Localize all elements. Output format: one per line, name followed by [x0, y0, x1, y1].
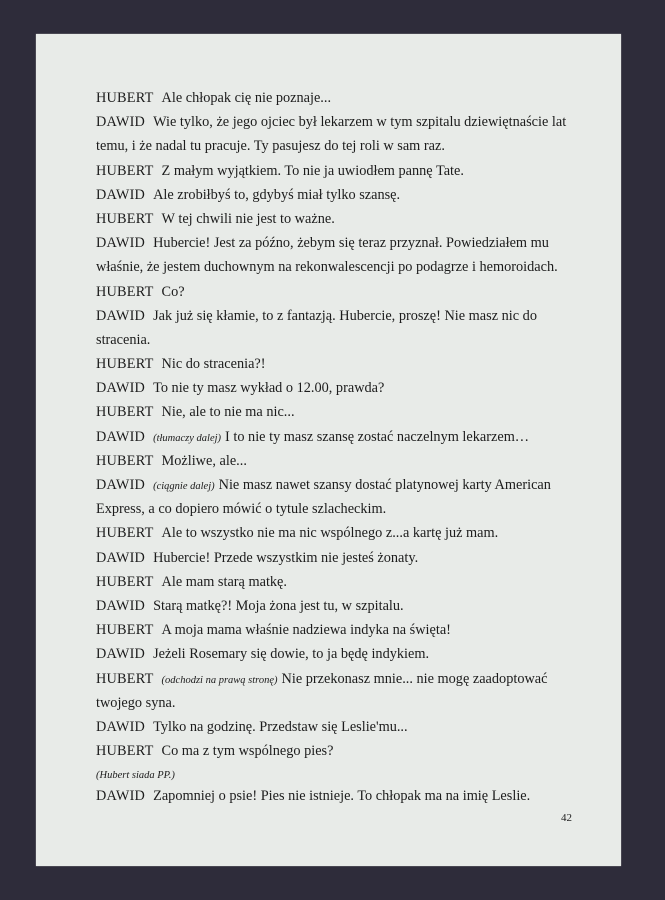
dialogue-line	[96, 618, 596, 642]
dialogue-text: Zapomniej o psie! Pies nie istnieje. To chłopak ma na imię Leslie.	[153, 788, 531, 805]
speaker-name: HUBERT	[96, 452, 154, 469]
dialogue-text: Jeżeli Rosemary się dowie, to ja będę indykiem.	[153, 646, 430, 663]
dialogue-text: Ale zrobiłbyś to, gdybyś miał tylko szansę.	[153, 186, 401, 203]
dialogue-text: Hubercie! Przede wszystkim nie jesteś żonaty.	[153, 549, 419, 566]
dialogue-text: I to nie ty masz szansę zostać naczelnym lekarzem…	[225, 428, 530, 445]
speaker-name: HUBERT	[96, 90, 154, 106]
dialogue-line	[96, 304, 596, 328]
speaker-name: DAWID	[96, 380, 146, 397]
speaker-name: HUBERT	[96, 210, 154, 227]
dialogue-line	[96, 400, 596, 424]
dialogue-line	[96, 763, 596, 784]
dialogue-line	[96, 425, 596, 449]
dialogue-line	[96, 376, 596, 400]
speaker-name: DAWID	[96, 549, 146, 566]
dialogue-text: Express, a co dopiero mówić o tytule szlacheckim.	[96, 501, 387, 518]
speaker-name: HUBERT	[96, 162, 154, 179]
dialogue-line	[96, 110, 596, 134]
dialogue-text: Nie przekonasz mnie... nie mogę zaadoptować	[281, 670, 548, 687]
dialogue-text: To nie ty masz wykład o 12.00, prawda?	[153, 380, 385, 397]
speaker-name: DAWID	[96, 428, 146, 445]
script-page	[36, 34, 621, 866]
dialogue-text: Tylko na godzinę. Przedstaw się Leslie'mu...	[153, 718, 408, 735]
dialogue-line	[96, 473, 596, 497]
dialogue-text: Hubercie! Jest za późno, żebym się teraz przyznał. Powiedziałem mu	[153, 235, 549, 252]
speaker-name: DAWID	[96, 307, 146, 324]
speaker-name: HUBERT	[96, 525, 154, 542]
speaker-name: HUBERT	[96, 670, 154, 687]
dialogue-line	[96, 642, 596, 666]
stage-direction: (Hubert siada PP.)	[96, 770, 175, 782]
dialogue-text: Ale mam starą matkę.	[161, 573, 287, 590]
speaker-name: DAWID	[96, 186, 146, 203]
page-number: 42	[561, 812, 572, 824]
stage-direction: (tłumaczy dalej)	[153, 432, 222, 444]
speaker-name: DAWID	[96, 718, 146, 735]
dialogue-line	[96, 546, 596, 570]
dialogue-line	[96, 352, 596, 376]
dialogue-line	[96, 691, 596, 715]
dialogue-text: stracenia.	[96, 331, 151, 348]
dialogue-line	[96, 134, 596, 158]
speaker-name: DAWID	[96, 235, 146, 252]
dialogue-text: Starą matkę?! Moja żona jest tu, w szpitalu.	[153, 597, 404, 614]
stage-direction: (odchodzi na prawą stronę)	[161, 674, 278, 686]
dialogue-lines	[96, 86, 596, 808]
dialogue-text: Nic do stracenia?!	[161, 356, 266, 373]
dialogue-text: właśnie, że jestem duchownym na rekonwalescencji po podagrze i hemoroidach.	[96, 259, 558, 276]
dialogue-line	[96, 231, 596, 255]
dialogue-line	[96, 86, 596, 110]
dialogue-text: A moja mama właśnie nadziewa indyka na święta!	[161, 622, 451, 639]
dialogue-line	[96, 570, 596, 594]
dialogue-line	[96, 715, 596, 739]
dialogue-text: Ale chłopak cię nie poznaje...	[161, 90, 332, 106]
speaker-name: HUBERT	[96, 283, 154, 300]
speaker-name: HUBERT	[96, 743, 154, 760]
dialogue-line	[96, 497, 596, 521]
speaker-name: DAWID	[96, 477, 146, 493]
dialogue-text: Jak już się kłamie, to z fantazją. Hubercie, proszę! Nie masz nic do	[153, 307, 537, 324]
dialogue-text: Nie, ale to nie ma nic...	[161, 404, 295, 421]
dialogue-text: Co ma z tym wspólnego pies?	[161, 743, 334, 760]
dialogue-line	[96, 667, 596, 691]
dialogue-text: Ale to wszystko nie ma nic wspólnego z...a kartę już mam.	[161, 525, 499, 542]
speaker-name: DAWID	[96, 788, 146, 805]
speaker-name: DAWID	[96, 646, 146, 663]
dialogue-text: Nie masz nawet szansy dostać platynowej karty American	[218, 477, 551, 493]
dialogue-line	[96, 280, 596, 304]
dialogue-line	[96, 521, 596, 545]
dialogue-line	[96, 784, 596, 808]
dialogue-line	[96, 255, 596, 279]
dialogue-line	[96, 159, 596, 183]
dialogue-text: temu, i że nadal tu pracuje. Ty pasujesz do tej roli w sam raz.	[96, 138, 445, 155]
speaker-name: HUBERT	[96, 573, 154, 590]
dialogue-text: Co?	[161, 283, 185, 300]
speaker-name: DAWID	[96, 597, 146, 614]
dialogue-text: Możliwe, ale...	[161, 452, 247, 469]
dialogue-line	[96, 328, 596, 352]
speaker-name: HUBERT	[96, 356, 154, 373]
dialogue-line	[96, 449, 596, 473]
dialogue-line	[96, 594, 596, 618]
dialogue-text: twojego syna.	[96, 694, 176, 711]
dialogue-line	[96, 183, 596, 207]
speaker-name: DAWID	[96, 114, 146, 131]
speaker-name: HUBERT	[96, 622, 154, 639]
dialogue-line	[96, 739, 596, 763]
speaker-name: HUBERT	[96, 404, 154, 421]
dialogue-text: W tej chwili nie jest to ważne.	[161, 210, 335, 227]
dialogue-line	[96, 207, 596, 231]
dialogue-text: Z małym wyjątkiem. To nie ja uwiodłem pannę Tate.	[161, 162, 464, 179]
dialogue-text: Wie tylko, że jego ojciec był lekarzem w tym szpitalu dziewiętnaście lat	[153, 114, 567, 131]
stage-direction: (ciągnie dalej)	[153, 481, 215, 492]
